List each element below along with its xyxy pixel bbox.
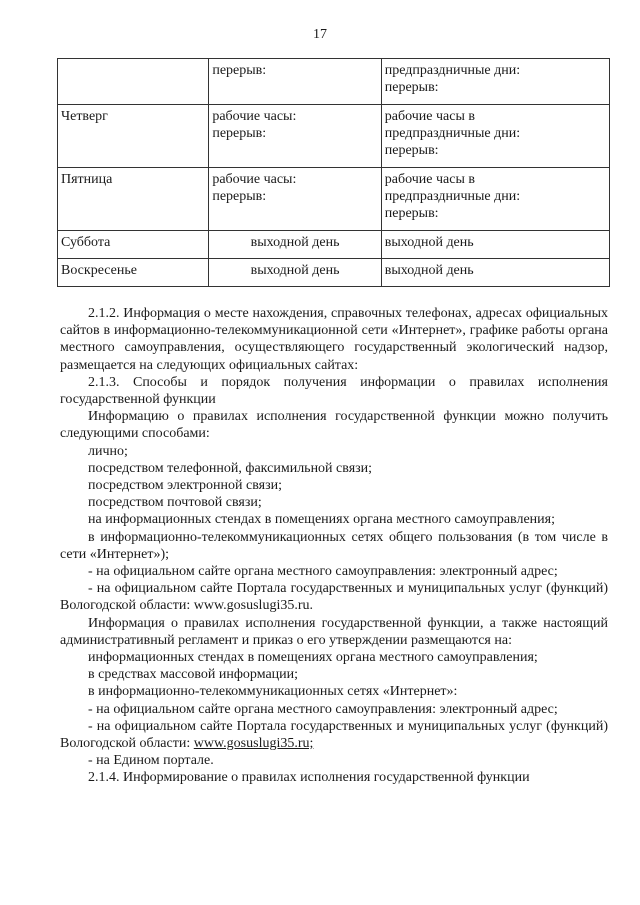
cell-line: предпраздничные дни: <box>384 126 521 141</box>
table-row <box>58 259 610 287</box>
portal-link[interactable]: www.gosuslugi35.ru; <box>193 736 314 752</box>
holiday-hours-cell: выходной день <box>381 231 609 259</box>
list-item: на информационных стендах в помещениях органа местного самоуправления; <box>88 512 555 528</box>
day-cell <box>58 59 209 105</box>
day-cell: Четверг <box>58 105 209 168</box>
cell-line: перерыв: <box>384 206 439 221</box>
list-item: в средствах массовой информации; <box>88 667 299 683</box>
cell-line: перерыв: <box>384 80 439 95</box>
hours-cell <box>209 59 381 105</box>
list-item-text: - на официальном сайте Портала государственных и муниципальных услуг (функций) Вологодской области: <box>60 718 608 752</box>
cell-line: рабочие часы в <box>384 109 475 124</box>
day-cell: Воскресенье <box>58 259 209 287</box>
table-row <box>58 168 610 231</box>
cell-line: перерыв: <box>212 189 267 204</box>
list-item: посредством почтовой связи; <box>88 495 262 511</box>
list-item <box>60 718 608 752</box>
list-item: посредством электронной связи; <box>88 478 282 494</box>
cell-line: рабочие часы: <box>212 109 297 124</box>
hours-cell <box>209 168 381 231</box>
list-item: посредством телефонной, факсимильной связи; <box>88 460 373 476</box>
hours-cell <box>209 105 381 168</box>
list-item: лично; <box>88 443 128 459</box>
list-item: - на Едином портале. <box>88 753 214 769</box>
paragraph-placement-intro: Информация о правилах исполнения государственной функции, а также настоящий административный регламент и приказ о его утверждении размещаются на: <box>60 615 608 648</box>
hours-cell: выходной день <box>209 231 381 259</box>
cell-line: рабочие часы в <box>384 172 475 187</box>
table-row <box>58 105 610 168</box>
table-row <box>58 231 610 259</box>
paragraph-2-1-4: 2.1.4. Информирование о правилах исполнения государственной функции <box>88 770 530 786</box>
cell-line: предпраздничные дни: <box>384 63 521 78</box>
holiday-hours-cell <box>381 105 609 168</box>
hours-cell: выходной день <box>209 259 381 287</box>
holiday-hours-cell: выходной день <box>381 259 609 287</box>
cell-line: перерыв: <box>212 126 267 141</box>
paragraph-ways-intro: Информацию о правилах исполнения государственной функции можно получить следующими способами: <box>60 409 608 442</box>
document-body <box>60 305 608 787</box>
paragraph-2-1-3: 2.1.3. Способы и порядок получения информации о правилах исполнения государственной функции <box>60 374 608 408</box>
page-number: 17 <box>313 27 327 42</box>
cell-line: рабочие часы: <box>212 172 297 187</box>
list-item: в информационно-телекоммуникационных сетях «Интернет»: <box>88 684 458 700</box>
list-item: - на официальном сайте органа местного самоуправления: электронный адрес; <box>88 701 558 717</box>
list-item: информационных стендах в помещениях органа местного самоуправления; <box>88 650 538 666</box>
holiday-hours-cell <box>381 168 609 231</box>
table-row <box>58 59 610 105</box>
cell-line: перерыв: <box>384 143 439 158</box>
day-cell: Суббота <box>58 231 209 259</box>
list-item: - на официальном сайте Портала государственных и муниципальных услуг (функций) Вологодской области: www.gosuslugi35.ru. <box>60 581 608 614</box>
holiday-hours-cell <box>381 59 609 105</box>
paragraph-2-1-2: 2.1.2. Информация о месте нахождения, справочных телефонах, адресах официальных сайтов в информационно-телекоммуникационной сети «Интернет», графике работы органа местного самоуправления, осуществляющего государственный экологический надзор, размещается на следующих официальных сайтах: <box>60 306 608 373</box>
day-cell: Пятница <box>58 168 209 231</box>
cell-line: предпраздничные дни: <box>384 189 521 204</box>
cell-line: перерыв: <box>212 63 267 78</box>
list-item: - на официальном сайте органа местного самоуправления: электронный адрес; <box>88 564 558 580</box>
list-item: в информационно-телекоммуникационных сетях общего пользования (в том числе в сети «Интернет»); <box>60 529 608 562</box>
schedule-table <box>57 58 610 287</box>
